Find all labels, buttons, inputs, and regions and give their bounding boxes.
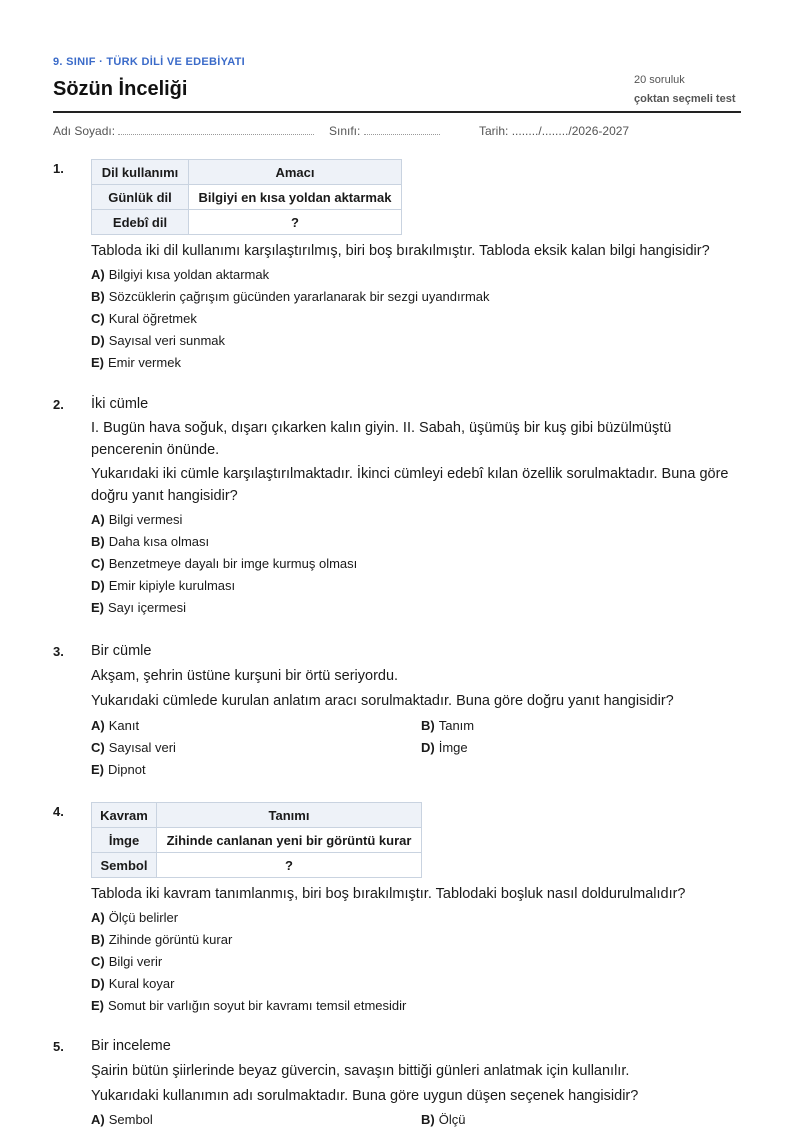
question-number: 1. [53, 161, 64, 176]
question-intro: İki cümle [91, 396, 149, 412]
option-e[interactable]: E) Somut bir varlığın soyut bir kavramı temsil etmesidir [91, 998, 407, 1013]
class-label: Sınıfı: [329, 124, 361, 138]
question-number: 2. [53, 397, 64, 412]
date-field[interactable] [479, 124, 629, 138]
question-number: 3. [53, 644, 64, 659]
option-e[interactable]: E) Dipnot [91, 762, 146, 777]
option-c[interactable]: C) Kural öğretmek [91, 311, 197, 326]
option-c[interactable]: C) Benzetmeye dayalı bir imge kurmuş olması [91, 556, 358, 571]
option-b[interactable]: B) Tanım [421, 718, 475, 733]
question-stem: Yukarıdaki kullanımın adı sorulmaktadır. Buna göre uygun düşen seçenek hangisidir? [91, 1088, 639, 1104]
class-blank [364, 124, 440, 135]
test-meta [634, 71, 736, 109]
option-d[interactable]: D) İmge [421, 740, 468, 755]
table-row-head: Edebî dil [92, 210, 189, 235]
table-row-head: İmge [92, 828, 157, 853]
option-a[interactable]: A) Kanıt [91, 718, 140, 733]
options-grid [91, 715, 741, 781]
name-label: Adı Soyadı: [53, 124, 116, 138]
table-row [92, 853, 422, 878]
option-a[interactable]: A) Bilgiyi kısa yoldan aktarmak [91, 267, 270, 282]
date-value: ......../......../2026-2027 [511, 124, 630, 138]
option-c[interactable]: C) Bilgi verir [91, 954, 163, 969]
options-grid [91, 1109, 741, 1127]
option-a[interactable]: A) Ölçü belirler [91, 910, 179, 925]
test-type: çoktan seçmeli test [634, 93, 736, 105]
question-intro: Bir inceleme [91, 1038, 171, 1054]
table-cell: Bilgiyi en kısa yoldan aktarmak [189, 185, 402, 210]
date-label: Tarih: [479, 124, 509, 138]
table-row-head: Günlük dil [92, 185, 189, 210]
question-body [91, 640, 741, 781]
name-field[interactable] [53, 124, 314, 138]
option-b[interactable]: B) Daha kısa olması [91, 534, 210, 549]
option-e[interactable]: E) Sayı içermesi [91, 600, 187, 615]
option-d[interactable]: D) Sayısal veri sunmak [91, 333, 226, 348]
question-body [91, 159, 741, 374]
question-body [91, 1035, 741, 1127]
name-blank [118, 124, 314, 135]
option-d[interactable]: D) Emir kipiyle kurulması [91, 578, 236, 593]
option-e[interactable]: E) Emir vermek [91, 355, 181, 370]
question-passage: Şairin bütün şiirlerinde beyaz güvercin, savaşın bittiği günleri anlatmak için kullanılır. [91, 1063, 630, 1079]
table-row-head: Sembol [92, 853, 157, 878]
question-number: 4. [53, 804, 64, 819]
option-b[interactable]: B) Sözcüklerin çağrışım gücünden yararlanarak bir sezgi uyandırmak [91, 289, 490, 304]
question-count: 20 soruluk [634, 74, 685, 86]
definition-table [91, 802, 422, 878]
options-list [91, 907, 741, 1017]
table-cell: ? [189, 210, 402, 235]
comparison-table [91, 159, 402, 235]
table-cell: ? [157, 853, 422, 878]
table-header-cell: Dil kullanımı [92, 160, 189, 185]
table-header-cell: Kavram [92, 803, 157, 828]
question-passage: I. Bugün hava soğuk, dışarı çıkarken kalın giyin. II. Sabah, üşümüş bir kuş gibi büzülmüştü pencerenin önünde. [91, 420, 672, 458]
table-header-cell: Amacı [189, 160, 402, 185]
question-stem: Tabloda iki dil kullanımı karşılaştırılmış, biri boş bırakılmıştır. Tabloda eksik kalan bilgi hangisidir? [91, 243, 710, 259]
option-d[interactable]: D) Kural koyar [91, 976, 175, 991]
class-field[interactable] [329, 124, 440, 138]
page-title: Sözün İnceliği [53, 78, 188, 100]
option-a[interactable]: A) Bilgi vermesi [91, 512, 183, 527]
option-c[interactable]: C) Sayısal veri [91, 740, 176, 755]
question-stem: Tabloda iki kavram tanımlanmış, biri boş bırakılmıştır. Tablodaki boşluk nasıl doldurulmalıdır? [91, 886, 686, 902]
table-header-cell: Tanımı [157, 803, 422, 828]
table-row [92, 828, 422, 853]
table-row [92, 185, 402, 210]
question-intro: Bir cümle [91, 643, 152, 659]
header-divider [53, 111, 741, 113]
question-stem: Yukarıdaki iki cümle karşılaştırılmaktadır. İkinci cümleyi edebî kılan özellik sorulmaktadır. Buna göre doğru yanıt hangisidir? [91, 466, 729, 504]
table-cell: Zihinde canlanan yeni bir görüntü kurar [157, 828, 422, 853]
question-stem: Yukarıdaki cümlede kurulan anlatım aracı sorulmaktadır. Buna göre doğru yanıt hangisidir? [91, 693, 674, 709]
option-b[interactable]: B) Ölçü [421, 1112, 466, 1127]
question-body [91, 393, 741, 619]
table-header-row [92, 803, 422, 828]
question-body [91, 802, 741, 1017]
option-a[interactable]: A) Sembol [91, 1112, 153, 1127]
options-list [91, 264, 741, 374]
table-row [92, 210, 402, 235]
table-header-row [92, 160, 402, 185]
question-passage: Akşam, şehrin üstüne kurşuni bir örtü seriyordu. [91, 668, 399, 684]
option-b[interactable]: B) Zihinde görüntü kurar [91, 932, 233, 947]
options-list [91, 509, 741, 619]
question-number: 5. [53, 1039, 64, 1054]
subject-label: 9. SINIF · TÜRK DİLİ VE EDEBİYATI [53, 56, 246, 68]
